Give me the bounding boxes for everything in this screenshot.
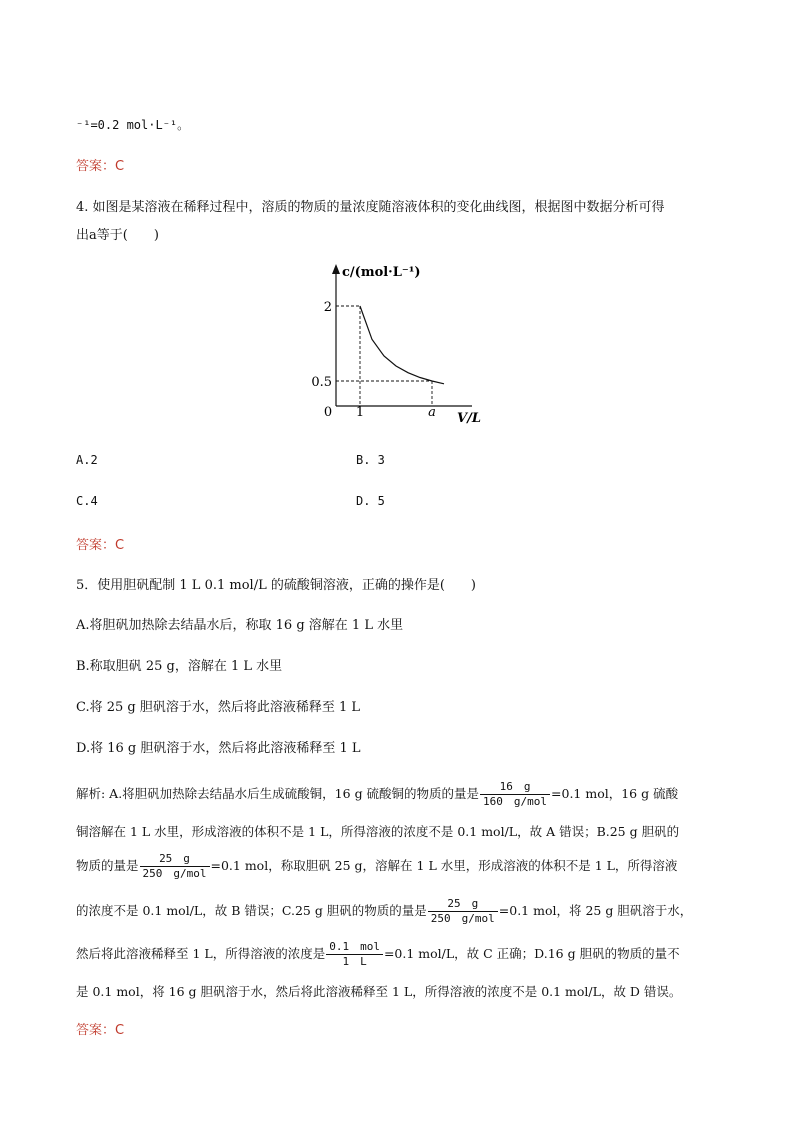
x-axis-label: V/L bbox=[457, 411, 481, 426]
answer-label-1 bbox=[76, 155, 124, 174]
q4-option-a: A.2 bbox=[76, 453, 98, 467]
explanation-line-5 bbox=[76, 940, 680, 969]
explanation-text: =0.1 mol，将 25 g 胆矾溶于水， bbox=[498, 903, 693, 918]
fraction-25g-250-b bbox=[428, 897, 498, 926]
y-tick-0.5: 0.5 bbox=[311, 375, 332, 390]
answer-label-3 bbox=[76, 1019, 124, 1038]
explanation-text: 物质的量是 bbox=[76, 858, 139, 873]
q5-option-b: B.称取胆矾 25 g，溶解在 1 L 水里 bbox=[76, 659, 283, 674]
answer-prefix: 答案： bbox=[76, 538, 116, 553]
answer-value: C bbox=[115, 1023, 125, 1038]
y-axis-arrow bbox=[332, 264, 340, 274]
y-tick-2: 2 bbox=[323, 300, 332, 315]
fraction-01mol-1l bbox=[326, 940, 383, 969]
q4-stem-line1: 4. 如图是某溶液在稀释过程中，溶质的物质的量浓度随溶液体积的变化曲线图，根据图中数据分析可得 bbox=[76, 200, 665, 215]
explanation-text: 的浓度不是 0.1 mol/L，故 B 错误；C.25 g 胆矾的物质的量是 bbox=[76, 903, 427, 918]
origin-label: 0 bbox=[323, 405, 333, 420]
answer-prefix: 答案： bbox=[76, 1023, 116, 1038]
explanation-text: =0.1 mol/L，故 C 正确；D.16 g 胆矾的物质的量不 bbox=[383, 946, 680, 961]
fraction-16g-160 bbox=[480, 780, 550, 809]
q5-option-d: D.将 16 g 胆矾溶于水，然后将此溶液稀释至 1 L bbox=[76, 741, 361, 756]
fraction-denominator: 160 g/mol bbox=[483, 795, 548, 808]
explanation-text: 解析: A.将胆矾加热除去结晶水后生成硫酸铜，16 g 硫酸铜的物质的量是 bbox=[76, 786, 480, 801]
fraction-numerator: 25 g bbox=[428, 897, 498, 912]
fraction-denominator: 250 g/mol bbox=[430, 912, 495, 925]
concentration-volume-chart bbox=[300, 258, 500, 428]
answer-prefix: 答案： bbox=[76, 159, 116, 174]
explanation-text: 然后将此溶液稀释至 1 L，所得溶液的浓度是 bbox=[76, 946, 326, 961]
fraction-numerator: 0.1 mol bbox=[326, 940, 383, 955]
concentration-curve bbox=[360, 306, 444, 384]
explanation-text: =0.1 mol，称取胆矾 25 g，溶解在 1 L 水里，形成溶液的体积不是 1 L，所得溶液 bbox=[210, 858, 678, 873]
fraction-numerator: 16 g bbox=[480, 780, 550, 795]
answer-value: C bbox=[115, 159, 125, 174]
y-axis-label: c/(mol·L⁻¹) bbox=[342, 265, 421, 280]
x-tick-a: a bbox=[428, 405, 436, 420]
explanation-line-1 bbox=[76, 780, 678, 809]
explanation-line-4 bbox=[76, 897, 692, 926]
q5-stem: 5．使用胆矾配制 1 L 0.1 mol/L 的硫酸铜溶液，正确的操作是( ) bbox=[76, 578, 476, 593]
fraction-numerator: 25 g bbox=[140, 852, 210, 867]
answer-value: C bbox=[115, 538, 125, 553]
q4-option-c: C.4 bbox=[76, 494, 98, 508]
q4-option-d: D. 5 bbox=[356, 494, 385, 508]
q4-option-b: B. 3 bbox=[356, 453, 385, 467]
top-fragment: ⁻¹=0.2 mol·L⁻¹。 bbox=[76, 118, 190, 132]
q5-option-c: C.将 25 g 胆矾溶于水，然后将此溶液稀释至 1 L bbox=[76, 700, 361, 715]
q4-stem-line2: 出a等于( ) bbox=[76, 228, 159, 243]
fraction-denominator: 250 g/mol bbox=[142, 867, 207, 880]
answer-label-2 bbox=[76, 534, 124, 553]
explanation-line-2: 铜溶解在 1 L 水里，形成溶液的体积不是 1 L，所得溶液的浓度不是 0.1 mol/L，故 A 错误；B.25 g 胆矾的 bbox=[76, 824, 680, 839]
fraction-denominator: 1 L bbox=[342, 955, 367, 968]
explanation-text: =0.1 mol，16 g 硫酸 bbox=[551, 786, 679, 801]
fraction-25g-250 bbox=[140, 852, 210, 881]
explanation-line-6: 是 0.1 mol，将 16 g 胆矾溶于水，然后将此溶液稀释至 1 L，所得溶液的浓度不是 0.1 mol/L，故 D 错误。 bbox=[76, 984, 682, 999]
x-tick-1: 1 bbox=[355, 405, 365, 420]
q5-option-a: A.将胆矾加热除去结晶水后，称取 16 g 溶解在 1 L 水里 bbox=[76, 618, 404, 633]
explanation-line-3 bbox=[76, 852, 677, 881]
